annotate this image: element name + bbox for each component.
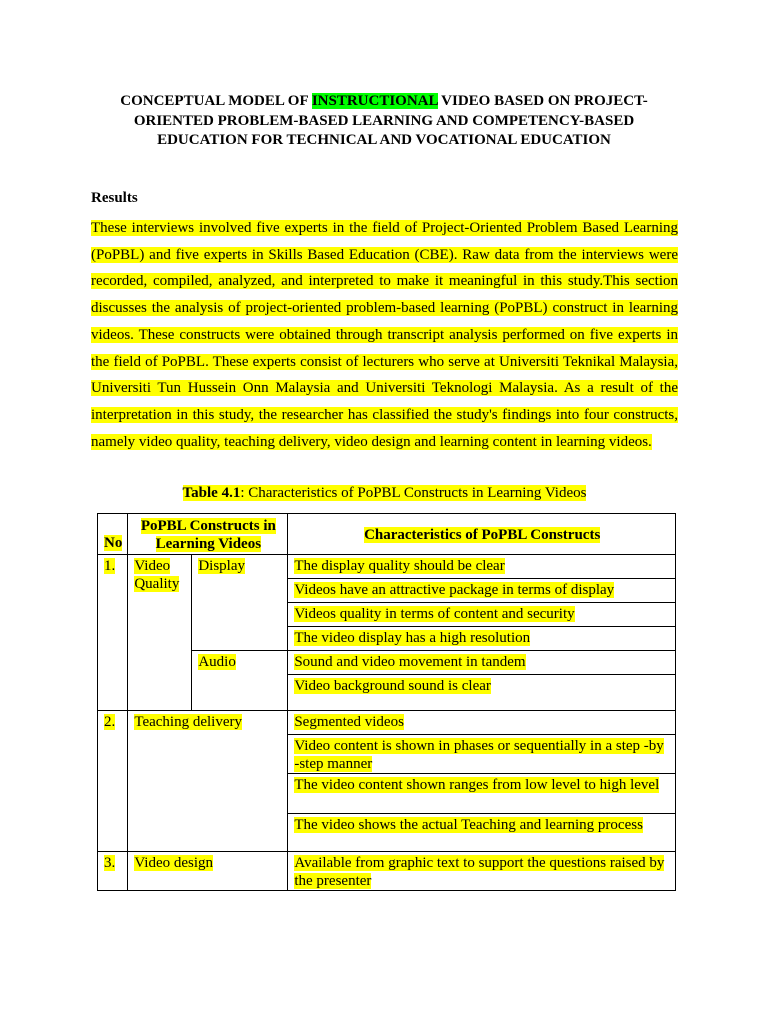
table-row: [98, 555, 676, 579]
subconstruct-cell: Audio: [192, 651, 288, 711]
characteristic-cell: The display quality should be clear: [288, 555, 676, 579]
characteristic-cell: Available from graphic text to support the questions raised by the presenter: [288, 852, 676, 891]
characteristic-cell: The video content shown ranges from low level to high level: [288, 774, 676, 814]
characteristic-cell: Video background sound is clear: [288, 675, 676, 711]
results-paragraph: [91, 215, 678, 455]
constructs-table: [97, 513, 676, 891]
table-header-row: [98, 514, 676, 555]
characteristic-cell: Videos have an attractive package in terms of display: [288, 579, 676, 603]
characteristic-cell: The video display has a high resolution: [288, 627, 676, 651]
table-caption: [91, 485, 678, 502]
characteristic-cell: Videos quality in terms of content and security: [288, 603, 676, 627]
characteristic-cell: Video content is shown in phases or sequentially in a step -by -step manner: [288, 735, 676, 774]
header-constructs: PoPBL Constructs in Learning Videos: [128, 514, 288, 555]
row-number: 1.: [98, 555, 128, 711]
table-row: [98, 852, 676, 891]
characteristic-cell: The video shows the actual Teaching and learning process: [288, 814, 676, 852]
subconstruct-cell: Display: [192, 555, 288, 651]
table-caption-text: : Characteristics of PoPBL Constructs in Learning Videos: [240, 485, 587, 501]
section-heading: Results: [91, 190, 138, 206]
document-title: [100, 92, 668, 151]
title-part-2: VIDEO BASED ON PROJECT-ORIENTED PROBLEM-BASED LEARNING AND COMPETENCY-BASED EDUCATION FOR TECHNICAL AND VOCATIONAL EDUCATION: [133, 93, 648, 148]
construct-cell: Teaching delivery: [128, 711, 288, 852]
construct-cell: Video design: [128, 852, 288, 891]
row-number: 3.: [98, 852, 128, 891]
header-characteristics: Characteristics of PoPBL Constructs: [288, 514, 676, 555]
table-caption-highlight: [183, 485, 587, 501]
characteristic-cell: Sound and video movement in tandem: [288, 651, 676, 675]
paragraph-text: These interviews involved five experts in the field of Project-Oriented Problem Based Learning (PoPBL) and five experts in Skills Based Education (CBE). Raw data from the interviews were recorded, compiled, analyzed, and interpreted to make it meaningful in this study.This section discusses the analysis of project-oriented problem-based learning (PoPBL) construct in learning videos. These constructs were obtained through transcript analysis performed on five experts in the field of PoPBL. These experts consist of lecturers who serve at Universiti Teknikal Malaysia, Universiti Tun Hussein Onn Malaysia and Universiti Teknologi Malaysia. As a result of the interpretation in this study, the researcher has classified the study's findings into four constructs, namely video quality, teaching delivery, video design and learning content in learning videos.: [91, 220, 678, 450]
table-caption-label: Table 4.1: [182, 485, 241, 501]
row-number: 2.: [98, 711, 128, 852]
header-no: No: [98, 514, 128, 555]
construct-cell: Video Quality: [128, 555, 192, 711]
title-part-1: CONCEPTUAL MODEL OF: [120, 93, 312, 109]
table-row: [98, 711, 676, 735]
title-highlight: INSTRUCTIONAL: [311, 93, 438, 109]
characteristic-cell: Segmented videos: [288, 711, 676, 735]
